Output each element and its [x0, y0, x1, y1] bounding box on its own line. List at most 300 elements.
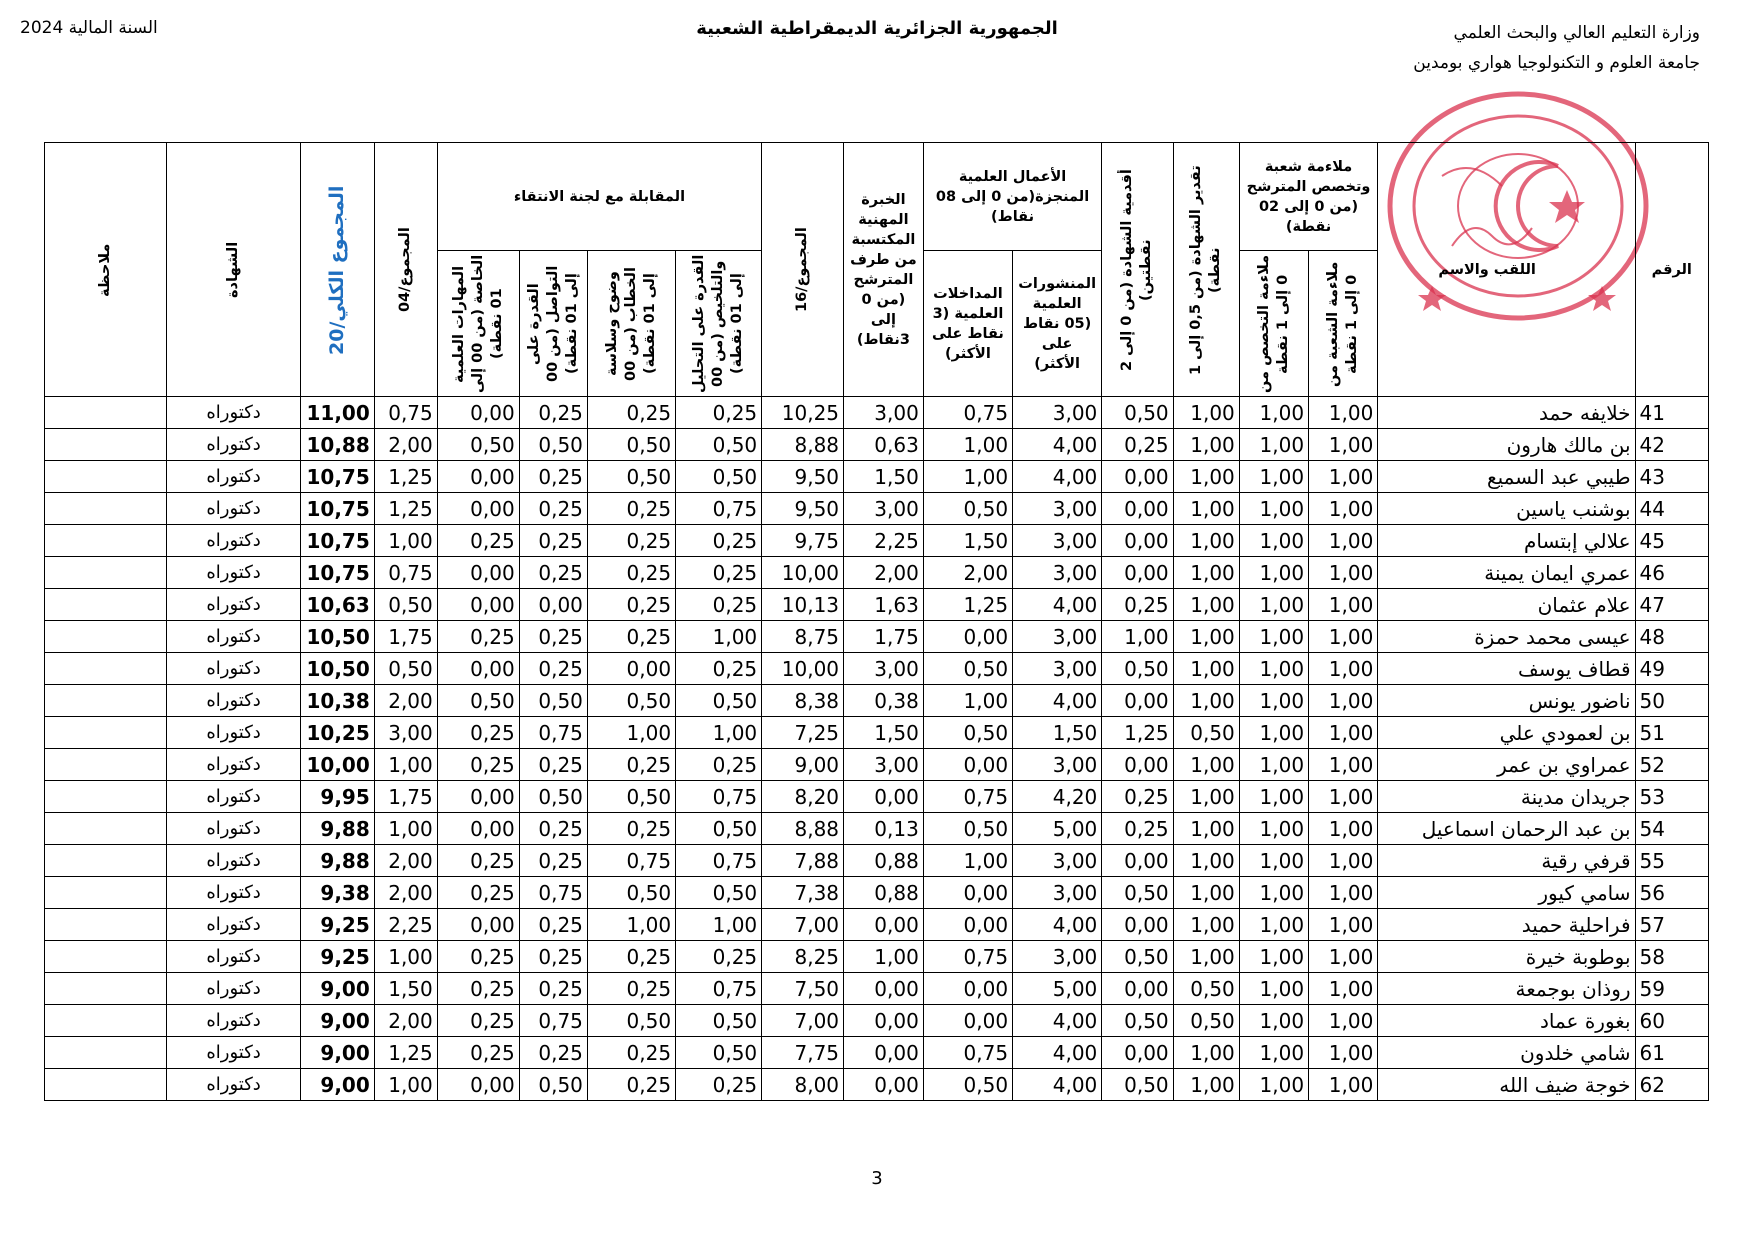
cell-fb: 1,00	[1309, 525, 1378, 557]
cell-tot: 11,00	[301, 397, 374, 429]
cell-tot: 9,38	[301, 877, 374, 909]
cell-pub: 4,00	[1013, 685, 1102, 717]
cell-name: علالي إبتسام	[1378, 525, 1635, 557]
col-degree-grade: تقدير الشهادة (من 0,5 إلى 1 نقطة)	[1173, 143, 1239, 397]
cell-fs: 1,00	[1239, 749, 1308, 781]
cell-t4: 1,50	[374, 973, 437, 1005]
cell-an: 0,25	[676, 397, 762, 429]
cell-sk: 0,25	[437, 877, 519, 909]
cell-dg: 0,50	[1173, 1005, 1239, 1037]
cell-rank: 49	[1635, 653, 1708, 685]
table-row	[45, 525, 1709, 557]
cell-dg: 1,00	[1173, 461, 1239, 493]
cell-ds: 0,50	[1102, 1005, 1173, 1037]
cell-fs: 1,00	[1239, 461, 1308, 493]
cell-exp: 0,38	[844, 685, 924, 717]
cell-an: 0,50	[676, 685, 762, 717]
cell-deg: دكتوراه	[166, 845, 300, 877]
cell-t16: 7,25	[762, 717, 844, 749]
cell-fb: 1,00	[1309, 461, 1378, 493]
cell-name: عمري ايمان يمينة	[1378, 557, 1635, 589]
cell-t16: 8,25	[762, 941, 844, 973]
cell-fs: 1,00	[1239, 1005, 1308, 1037]
cell-ds: 0,50	[1102, 877, 1173, 909]
table-row	[45, 397, 1709, 429]
cell-name: سامي كيور	[1378, 877, 1635, 909]
cell-t16: 7,38	[762, 877, 844, 909]
cell-t4: 2,00	[374, 685, 437, 717]
cell-name: بوطوبة خيرة	[1378, 941, 1635, 973]
cell-sk: 0,00	[437, 397, 519, 429]
cell-fs: 1,00	[1239, 557, 1308, 589]
cell-t4: 1,25	[374, 1037, 437, 1069]
cell-fb: 1,00	[1309, 653, 1378, 685]
cell-exp: 0,13	[844, 813, 924, 845]
cell-note	[45, 973, 167, 1005]
cell-an: 1,00	[676, 621, 762, 653]
cell-an: 0,50	[676, 813, 762, 845]
cell-exp: 3,00	[844, 749, 924, 781]
cell-tot: 10,25	[301, 717, 374, 749]
cell-name: علام عثمان	[1378, 589, 1635, 621]
cell-cm: 0,25	[519, 845, 587, 877]
cell-com: 0,00	[923, 621, 1012, 653]
cell-rank: 46	[1635, 557, 1708, 589]
cell-exp: 0,00	[844, 1037, 924, 1069]
cell-fb: 1,00	[1309, 941, 1378, 973]
cell-cl: 0,50	[587, 429, 675, 461]
cell-rank: 47	[1635, 589, 1708, 621]
col-degree-seniority: أقدمية الشهادة (من 0 إلى 2 نقطتين)	[1102, 143, 1173, 397]
col-note: ملاحظة	[45, 143, 167, 397]
col-interview-group: المقابلة مع لجنة الانتقاء	[437, 143, 761, 251]
cell-cm: 0,75	[519, 717, 587, 749]
cell-cl: 0,25	[587, 973, 675, 1005]
cell-sk: 0,25	[437, 621, 519, 653]
cell-pub: 3,00	[1013, 749, 1102, 781]
cell-com: 0,75	[923, 1037, 1012, 1069]
cell-t4: 0,75	[374, 397, 437, 429]
cell-t4: 0,75	[374, 557, 437, 589]
republic-title: الجمهورية الجزائرية الديمقراطية الشعبية	[696, 18, 1058, 39]
table-row	[45, 621, 1709, 653]
cell-exp: 0,00	[844, 1069, 924, 1101]
cell-sk: 0,00	[437, 653, 519, 685]
cell-pub: 5,00	[1013, 813, 1102, 845]
cell-an: 0,50	[676, 1005, 762, 1037]
cell-ds: 0,00	[1102, 493, 1173, 525]
cell-cl: 0,25	[587, 941, 675, 973]
col-clarity: وضوح وسلاسة الخطاب (من 00 إلى 01 نقطة)	[587, 251, 675, 397]
cell-note	[45, 557, 167, 589]
cell-cl: 1,00	[587, 717, 675, 749]
table-row	[45, 493, 1709, 525]
cell-dg: 1,00	[1173, 589, 1239, 621]
cell-cl: 0,00	[587, 653, 675, 685]
cell-sk: 0,00	[437, 461, 519, 493]
cell-cm: 0,25	[519, 525, 587, 557]
cell-rank: 42	[1635, 429, 1708, 461]
cell-sk: 0,25	[437, 941, 519, 973]
cell-name: بوشنب ياسين	[1378, 493, 1635, 525]
cell-cm: 0,25	[519, 973, 587, 1005]
cell-fb: 1,00	[1309, 685, 1378, 717]
cell-ds: 0,00	[1102, 973, 1173, 1005]
cell-com: 1,25	[923, 589, 1012, 621]
cell-fs: 1,00	[1239, 877, 1308, 909]
cell-fs: 1,00	[1239, 909, 1308, 941]
candidates-table	[44, 142, 1709, 1101]
cell-fb: 1,00	[1309, 1069, 1378, 1101]
table-row	[45, 557, 1709, 589]
cell-note	[45, 781, 167, 813]
cell-sk: 0,00	[437, 813, 519, 845]
cell-cl: 0,50	[587, 461, 675, 493]
cell-rank: 51	[1635, 717, 1708, 749]
cell-name: خلايفه حمد	[1378, 397, 1635, 429]
cell-pub: 3,00	[1013, 877, 1102, 909]
cell-com: 0,50	[923, 813, 1012, 845]
cell-cm: 0,50	[519, 1069, 587, 1101]
cell-an: 0,50	[676, 461, 762, 493]
cell-cm: 0,25	[519, 813, 587, 845]
cell-t16: 8,38	[762, 685, 844, 717]
cell-an: 0,25	[676, 653, 762, 685]
table-row	[45, 1037, 1709, 1069]
cell-t4: 2,00	[374, 877, 437, 909]
cell-an: 0,50	[676, 1037, 762, 1069]
cell-pub: 3,00	[1013, 845, 1102, 877]
cell-cm: 0,25	[519, 493, 587, 525]
cell-cl: 0,50	[587, 685, 675, 717]
cell-t4: 2,25	[374, 909, 437, 941]
cell-fb: 1,00	[1309, 781, 1378, 813]
cell-dg: 1,00	[1173, 845, 1239, 877]
cell-rank: 60	[1635, 1005, 1708, 1037]
cell-deg: دكتوراه	[166, 525, 300, 557]
cell-fb: 1,00	[1309, 1005, 1378, 1037]
cell-deg: دكتوراه	[166, 877, 300, 909]
cell-tot: 10,75	[301, 525, 374, 557]
cell-exp: 3,00	[844, 493, 924, 525]
cell-t16: 8,88	[762, 813, 844, 845]
col-works-group: الأعمال العلمية المنجزة(من 0 إلى 08 نقاط)	[923, 143, 1101, 251]
cell-note	[45, 941, 167, 973]
table-row	[45, 749, 1709, 781]
cell-fb: 1,00	[1309, 557, 1378, 589]
cell-cm: 0,25	[519, 557, 587, 589]
cell-t16: 8,00	[762, 1069, 844, 1101]
cell-fb: 1,00	[1309, 909, 1378, 941]
cell-t4: 1,75	[374, 621, 437, 653]
cell-ds: 0,50	[1102, 1069, 1173, 1101]
col-fit-branch: ملاءمة الشعبة من 0 إلى 1 نقطة	[1309, 251, 1378, 397]
cell-deg: دكتوراه	[166, 461, 300, 493]
cell-t16: 9,50	[762, 493, 844, 525]
ministry-line: وزارة التعليم العالي والبحث العلمي	[1453, 23, 1700, 43]
cell-sk: 0,25	[437, 1037, 519, 1069]
cell-pub: 3,00	[1013, 397, 1102, 429]
cell-name: فراحلية حميد	[1378, 909, 1635, 941]
cell-exp: 1,00	[844, 941, 924, 973]
cell-pub: 3,00	[1013, 525, 1102, 557]
cell-com: 0,00	[923, 749, 1012, 781]
cell-fs: 1,00	[1239, 973, 1308, 1005]
cell-tot: 9,88	[301, 813, 374, 845]
cell-an: 0,75	[676, 973, 762, 1005]
cell-t16: 7,00	[762, 909, 844, 941]
cell-cm: 0,25	[519, 909, 587, 941]
cell-dg: 1,00	[1173, 525, 1239, 557]
cell-rank: 55	[1635, 845, 1708, 877]
cell-com: 0,75	[923, 781, 1012, 813]
cell-fb: 1,00	[1309, 589, 1378, 621]
cell-exp: 2,25	[844, 525, 924, 557]
cell-ds: 0,00	[1102, 525, 1173, 557]
cell-com: 0,50	[923, 493, 1012, 525]
cell-sk: 0,00	[437, 493, 519, 525]
col-name: اللقب والاسم	[1378, 143, 1635, 397]
cell-fb: 1,00	[1309, 845, 1378, 877]
cell-t4: 0,50	[374, 589, 437, 621]
cell-name: طيبي عبد السميع	[1378, 461, 1635, 493]
cell-an: 0,25	[676, 525, 762, 557]
cell-exp: 3,00	[844, 397, 924, 429]
cell-fs: 1,00	[1239, 589, 1308, 621]
cell-com: 1,00	[923, 845, 1012, 877]
cell-pub: 4,00	[1013, 1005, 1102, 1037]
cell-ds: 0,00	[1102, 845, 1173, 877]
cell-dg: 1,00	[1173, 781, 1239, 813]
cell-cm: 0,25	[519, 397, 587, 429]
cell-fb: 1,00	[1309, 749, 1378, 781]
col-fit-group: ملاءمة شعبة وتخصص المترشح (من 0 إلى 02 نقطة)	[1239, 143, 1378, 251]
cell-fb: 1,00	[1309, 717, 1378, 749]
cell-fb: 1,00	[1309, 493, 1378, 525]
cell-sk: 0,25	[437, 973, 519, 1005]
cell-fs: 1,00	[1239, 781, 1308, 813]
cell-cm: 0,25	[519, 653, 587, 685]
cell-tot: 9,25	[301, 941, 374, 973]
cell-deg: دكتوراه	[166, 493, 300, 525]
cell-dg: 1,00	[1173, 397, 1239, 429]
cell-deg: دكتوراه	[166, 1069, 300, 1101]
cell-exp: 0,88	[844, 877, 924, 909]
cell-deg: دكتوراه	[166, 813, 300, 845]
cell-fb: 1,00	[1309, 973, 1378, 1005]
cell-cl: 1,00	[587, 909, 675, 941]
cell-tot: 9,00	[301, 1005, 374, 1037]
cell-t4: 1,00	[374, 813, 437, 845]
cell-com: 0,50	[923, 653, 1012, 685]
cell-note	[45, 589, 167, 621]
cell-fs: 1,00	[1239, 493, 1308, 525]
cell-an: 0,25	[676, 941, 762, 973]
cell-com: 0,00	[923, 1005, 1012, 1037]
table-row	[45, 1005, 1709, 1037]
cell-pub: 4,00	[1013, 589, 1102, 621]
cell-cl: 0,75	[587, 845, 675, 877]
cell-note	[45, 813, 167, 845]
cell-sk: 0,00	[437, 589, 519, 621]
cell-cl: 0,25	[587, 749, 675, 781]
table-row	[45, 877, 1709, 909]
cell-sk: 0,25	[437, 717, 519, 749]
table-row	[45, 781, 1709, 813]
cell-cl: 0,25	[587, 1037, 675, 1069]
cell-note	[45, 525, 167, 557]
cell-deg: دكتوراه	[166, 685, 300, 717]
cell-com: 0,00	[923, 973, 1012, 1005]
cell-name: ناضور يونس	[1378, 685, 1635, 717]
cell-t4: 2,00	[374, 1005, 437, 1037]
cell-pub: 3,00	[1013, 557, 1102, 589]
cell-cm: 0,50	[519, 781, 587, 813]
cell-dg: 1,00	[1173, 493, 1239, 525]
cell-dg: 0,50	[1173, 973, 1239, 1005]
cell-an: 0,75	[676, 493, 762, 525]
cell-name: بن عبد الرحمان اسماعيل	[1378, 813, 1635, 845]
table-row	[45, 685, 1709, 717]
cell-t4: 2,00	[374, 429, 437, 461]
cell-fb: 1,00	[1309, 813, 1378, 845]
cell-ds: 0,00	[1102, 1037, 1173, 1069]
cell-name: جريدان مدينة	[1378, 781, 1635, 813]
cell-t4: 2,00	[374, 845, 437, 877]
cell-note	[45, 621, 167, 653]
cell-pub: 4,00	[1013, 429, 1102, 461]
cell-tot: 10,75	[301, 493, 374, 525]
cell-note	[45, 397, 167, 429]
cell-note	[45, 685, 167, 717]
cell-sk: 0,00	[437, 557, 519, 589]
cell-rank: 43	[1635, 461, 1708, 493]
col-rank: الرقم	[1635, 143, 1708, 397]
cell-t16: 8,75	[762, 621, 844, 653]
cell-rank: 52	[1635, 749, 1708, 781]
cell-note	[45, 749, 167, 781]
cell-ds: 0,25	[1102, 589, 1173, 621]
cell-ds: 0,00	[1102, 557, 1173, 589]
cell-fs: 1,00	[1239, 1069, 1308, 1101]
cell-rank: 62	[1635, 1069, 1708, 1101]
cell-sk: 0,00	[437, 1069, 519, 1101]
col-publications: المنشورات العلمية (05 نقاط على الأكثر)	[1013, 251, 1102, 397]
cell-sk: 0,00	[437, 781, 519, 813]
cell-exp: 0,88	[844, 845, 924, 877]
cell-an: 0,25	[676, 1069, 762, 1101]
cell-exp: 0,00	[844, 973, 924, 1005]
cell-fb: 1,00	[1309, 1037, 1378, 1069]
cell-cl: 0,50	[587, 781, 675, 813]
cell-sk: 0,50	[437, 429, 519, 461]
cell-name: خوجة ضيف الله	[1378, 1069, 1635, 1101]
cell-com: 0,75	[923, 941, 1012, 973]
cell-pub: 4,00	[1013, 1069, 1102, 1101]
cell-ds: 0,00	[1102, 461, 1173, 493]
cell-an: 0,75	[676, 845, 762, 877]
cell-tot: 10,38	[301, 685, 374, 717]
cell-tot: 9,88	[301, 845, 374, 877]
cell-fs: 1,00	[1239, 525, 1308, 557]
cell-t4: 3,00	[374, 717, 437, 749]
cell-rank: 53	[1635, 781, 1708, 813]
cell-dg: 1,00	[1173, 429, 1239, 461]
table-row	[45, 845, 1709, 877]
cell-note	[45, 909, 167, 941]
cell-deg: دكتوراه	[166, 557, 300, 589]
cell-t4: 1,25	[374, 493, 437, 525]
cell-com: 0,50	[923, 717, 1012, 749]
cell-cl: 0,50	[587, 1005, 675, 1037]
cell-dg: 1,00	[1173, 653, 1239, 685]
cell-ds: 0,50	[1102, 653, 1173, 685]
table-row	[45, 717, 1709, 749]
cell-cm: 0,50	[519, 429, 587, 461]
cell-dg: 1,00	[1173, 813, 1239, 845]
cell-t16: 9,50	[762, 461, 844, 493]
cell-rank: 45	[1635, 525, 1708, 557]
cell-t16: 7,75	[762, 1037, 844, 1069]
cell-cm: 0,00	[519, 589, 587, 621]
cell-name: روذان بوجمعة	[1378, 973, 1635, 1005]
cell-fs: 1,00	[1239, 621, 1308, 653]
cell-com: 0,00	[923, 909, 1012, 941]
cell-com: 1,00	[923, 461, 1012, 493]
cell-note	[45, 845, 167, 877]
cell-com: 0,50	[923, 1069, 1012, 1101]
cell-pub: 4,00	[1013, 461, 1102, 493]
table-row	[45, 1069, 1709, 1101]
cell-cl: 0,25	[587, 813, 675, 845]
cell-exp: 3,00	[844, 653, 924, 685]
table-row	[45, 973, 1709, 1005]
table-row	[45, 941, 1709, 973]
cell-t4: 1,00	[374, 749, 437, 781]
cell-an: 0,25	[676, 589, 762, 621]
cell-fs: 1,00	[1239, 1037, 1308, 1069]
cell-dg: 1,00	[1173, 621, 1239, 653]
cell-sk: 0,25	[437, 525, 519, 557]
cell-t4: 0,50	[374, 653, 437, 685]
cell-rank: 56	[1635, 877, 1708, 909]
table-row	[45, 653, 1709, 685]
cell-cl: 0,25	[587, 525, 675, 557]
cell-fs: 1,00	[1239, 813, 1308, 845]
cell-fs: 1,00	[1239, 653, 1308, 685]
cell-ds: 0,50	[1102, 941, 1173, 973]
cell-ds: 0,00	[1102, 685, 1173, 717]
cell-tot: 10,75	[301, 461, 374, 493]
cell-note	[45, 653, 167, 685]
cell-deg: دكتوراه	[166, 589, 300, 621]
cell-t16: 10,00	[762, 653, 844, 685]
cell-t4: 1,00	[374, 525, 437, 557]
cell-fb: 1,00	[1309, 397, 1378, 429]
cell-ds: 0,50	[1102, 397, 1173, 429]
cell-deg: دكتوراه	[166, 653, 300, 685]
cell-dg: 1,00	[1173, 685, 1239, 717]
cell-rank: 61	[1635, 1037, 1708, 1069]
cell-exp: 1,50	[844, 717, 924, 749]
cell-rank: 54	[1635, 813, 1708, 845]
cell-tot: 9,25	[301, 909, 374, 941]
page-number: 3	[871, 1168, 883, 1189]
cell-sk: 0,00	[437, 909, 519, 941]
cell-ds: 1,00	[1102, 621, 1173, 653]
university-line: جامعة العلوم و التكنولوجيا هواري بومدين	[1413, 53, 1700, 73]
cell-fs: 1,00	[1239, 397, 1308, 429]
